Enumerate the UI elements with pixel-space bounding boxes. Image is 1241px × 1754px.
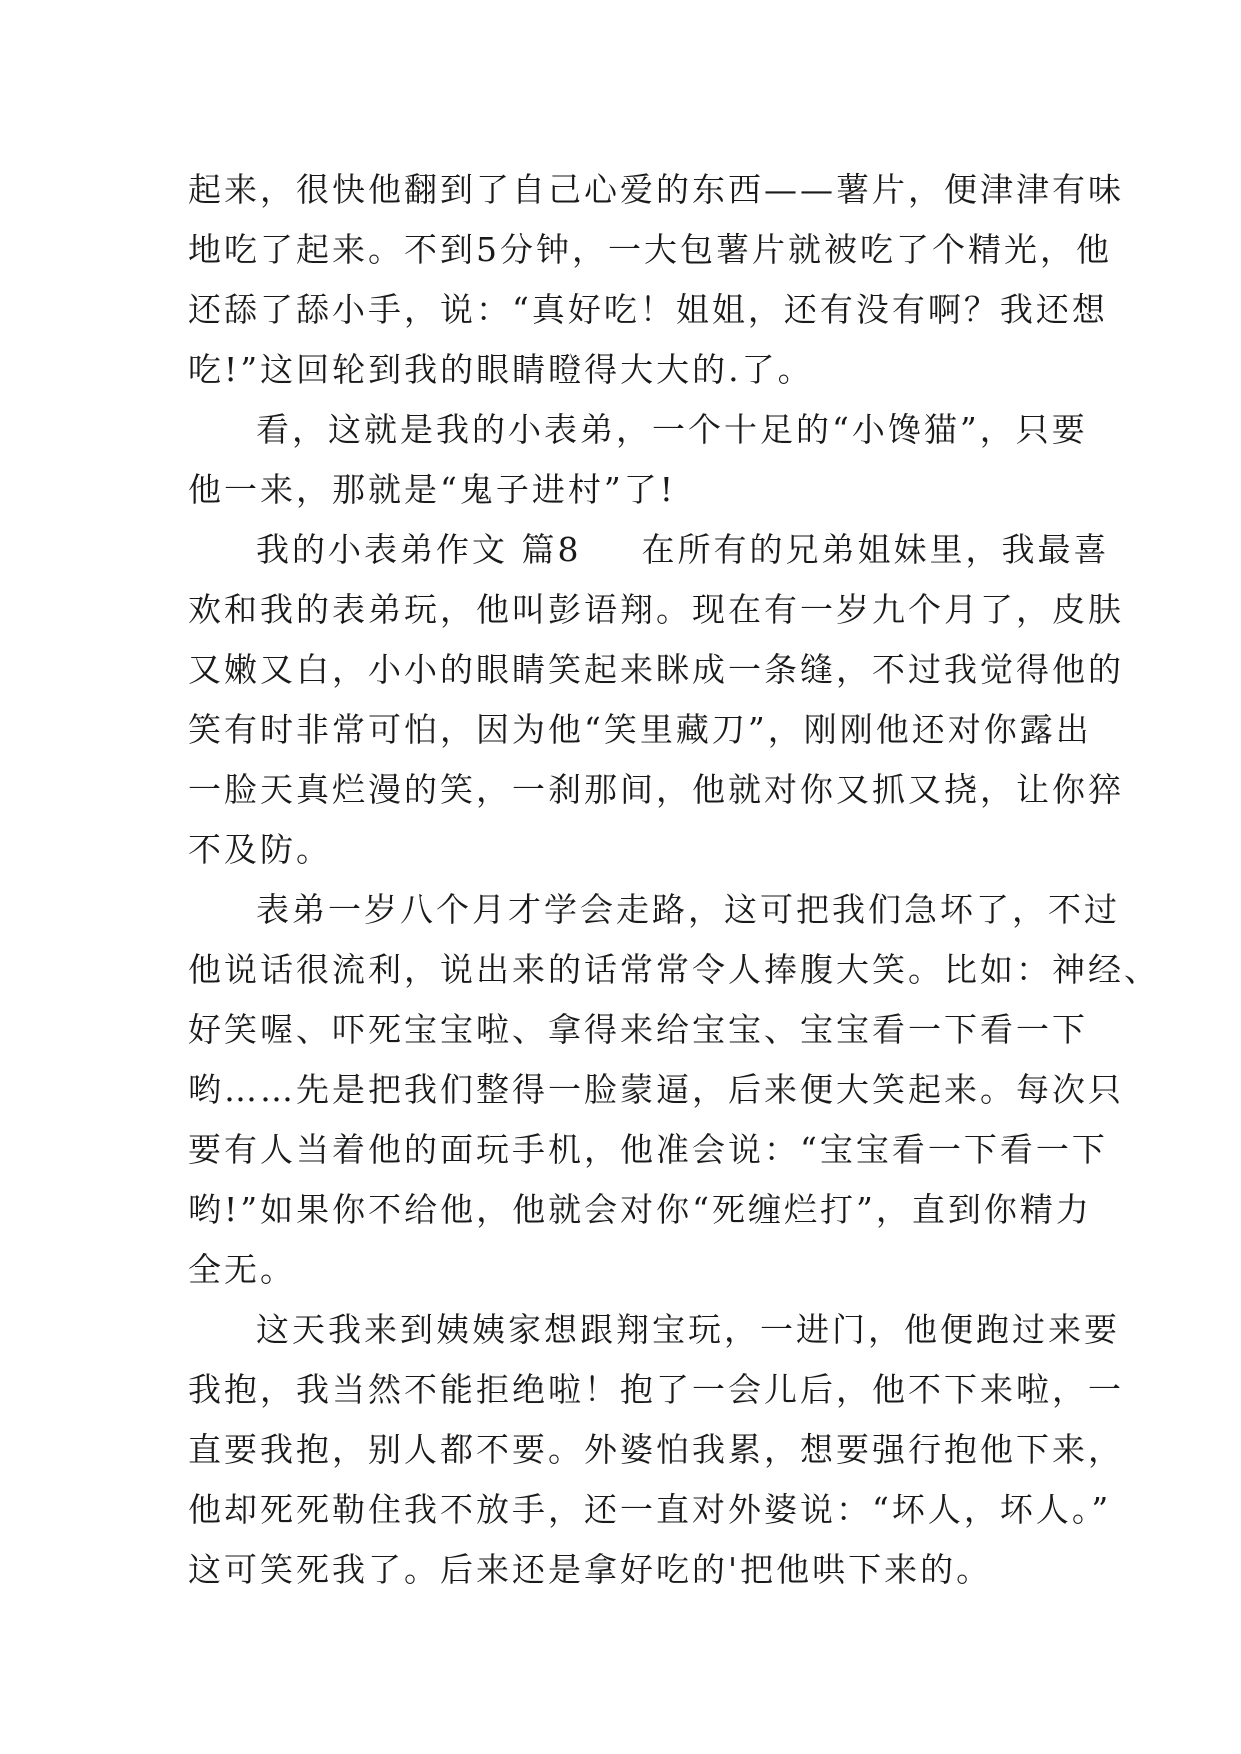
text-line: 看，这就是我的小表弟，一个十足的“小馋猫”，只要 xyxy=(256,410,1088,449)
text-line: 还舔了舔小手，说：“真好吃！姐姐，还有没有啊？我还想 xyxy=(188,290,1108,329)
text-line: 在所有的兄弟姐妹里，我最喜 xyxy=(641,530,1110,569)
text-line: 要有人当着他的面玩手机，他准会说：“宝宝看一下看一下 xyxy=(188,1130,1108,1169)
text-line: 这可笑死我了。后来还是拿好吃的'把他哄下来的。 xyxy=(188,1550,993,1589)
section-heading-line xyxy=(188,520,1110,580)
text-line: 欢和我的表弟玩，他叫彭语翔。现在有一岁九个月了，皮肤 xyxy=(188,590,1124,629)
text-line: 一脸天真烂漫的笑，一刹那间，他就对你又抓又挠，让你猝 xyxy=(188,770,1124,809)
text-line: 哟……先是把我们整得一脸蒙逼，后来便大笑起来。每次只 xyxy=(188,1070,1124,1109)
text-line: 全无。 xyxy=(188,1250,296,1289)
text-line: 直要我抱，别人都不要。外婆怕我累，想要强行抱他下来， xyxy=(188,1430,1124,1469)
text-line: 他一来，那就是“鬼子进村”了! xyxy=(188,470,677,509)
text-line: 这天我来到姨姨家想跟翔宝玩，一进门，他便跑过来要 xyxy=(256,1310,1120,1349)
text-line: 吃!”这回轮到我的眼睛瞪得大大的.了。 xyxy=(188,350,814,389)
document-body xyxy=(188,160,1160,1600)
section-title: 我的小表弟作文 篇8 xyxy=(256,530,582,569)
text-line: 笑有时非常可怕，因为他“笑里藏刀”，刚刚他还对你露出 xyxy=(188,710,1092,749)
text-line: 表弟一岁八个月才学会走路，这可把我们急坏了，不过 xyxy=(256,890,1120,929)
text-line: 哟!”如果你不给他，他就会对你“死缠烂打”，直到你精力 xyxy=(188,1190,1092,1229)
text-line: 我抱，我当然不能拒绝啦！抱了一会儿后，他不下来啦，一 xyxy=(188,1370,1124,1409)
text-line: 好笑喔、吓死宝宝啦、拿得来给宝宝、宝宝看一下看一下 xyxy=(188,1010,1088,1049)
text-line: 他说话很流利，说出来的话常常令人捧腹大笑。比如：神经、 xyxy=(188,950,1160,989)
text-line: 地吃了起来。不到5分钟，一大包薯片就被吃了个精光，他 xyxy=(188,230,1112,269)
text-line: 起来，很快他翻到了自己心爱的东西——薯片，便津津有味 xyxy=(188,170,1124,209)
text-line: 不及防。 xyxy=(188,830,332,869)
text-line: 他却死死勒住我不放手，还一直对外婆说：“坏人，坏人。” xyxy=(188,1490,1112,1529)
text-line: 又嫩又白，小小的眼睛笑起来眯成一条缝，不过我觉得他的 xyxy=(188,650,1124,689)
